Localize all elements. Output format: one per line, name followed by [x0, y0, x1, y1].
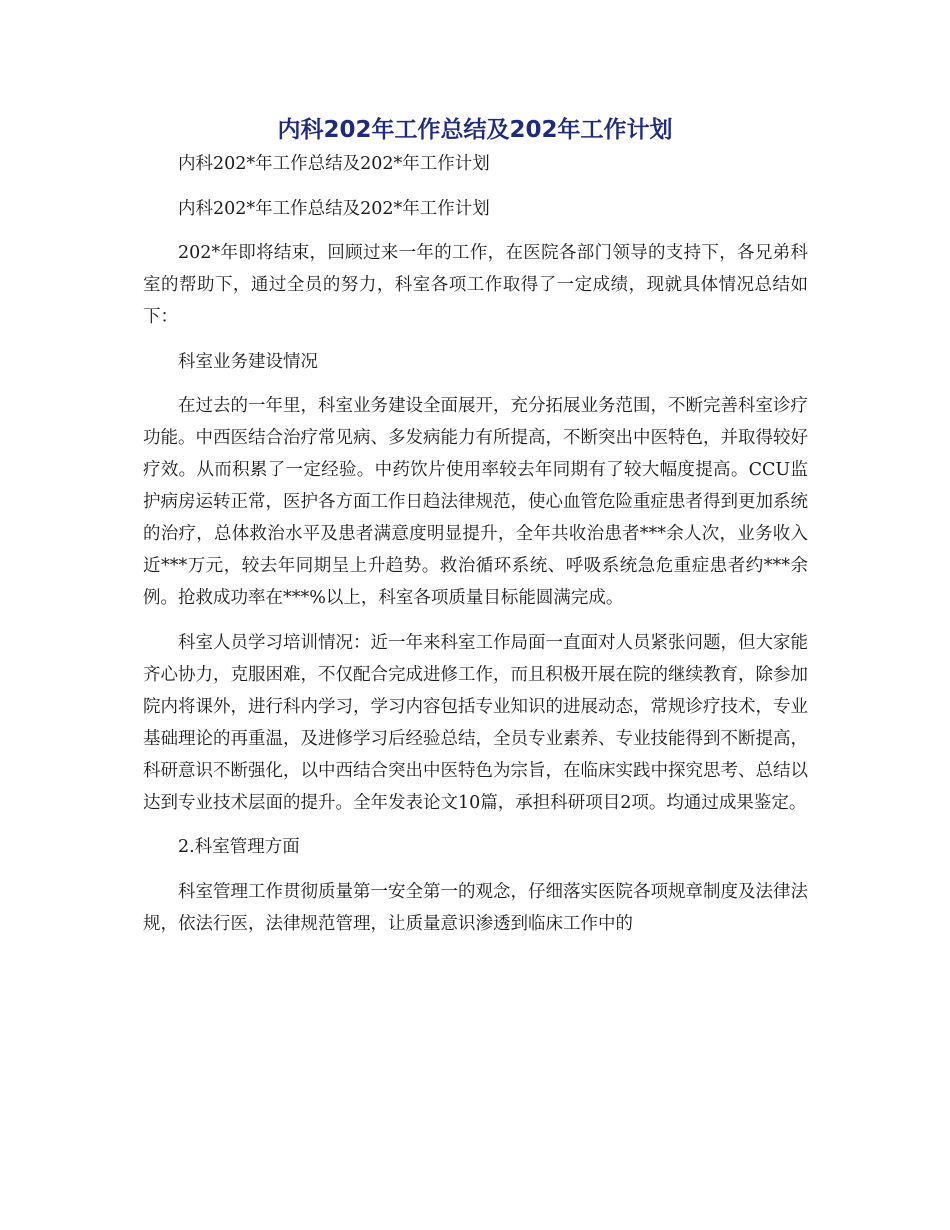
section-heading-management: 2.科室管理方面: [178, 837, 300, 857]
paragraph-subtitle-2: 内科202*年工作总结及202*年工作计划: [178, 198, 490, 219]
paragraph-subtitle-1: 内科202*年工作总结及202*年工作计划: [178, 154, 490, 174]
paragraph-business: 在过去的一年里，科室业务建设全面展开，充分拓展业务范围，不断完善科室诊疗功能。中西医结合治疗常见病、多发病能力有所提高，不断突出中医特色，并取得较好疗效。从而积累了一定经验。中药饮片使用率较去年同期有了较大幅度提高。CCU监护病房运转正常，医护各方面工作日趋法律规范，使心血管危险重症患者得到更加系统的治疗，总体救治水平及患者满意度明显提升，全年共收治患者***余人次，业务收入近***万元，较去年同期呈上升趋势。救治循环系统、呼吸系统急危重症患者约***余例。抢救成功率在***%以上，科室各项质量目标能圆满完成。: [143, 396, 808, 608]
paragraph-management: 科室管理工作贯彻质量第一安全第一的观念，仔细落实医院各项规章制度及法律法规，依法行医，法律规范管理，让质量意识渗透到临床工作中的: [143, 881, 808, 934]
paragraph-training: 科室人员学习培训情况：近一年来科室工作局面一直面对人员紧张问题，但大家能齐心协力，克服困难，不仅配合完成进修工作，而且积极开展在院的继续教育，除参加院内将课外，进行科内学习，学习内容包括专业知识的进展动态，常规诊疗技术，专业基础理论的再重温，及进修学习后经验总结，全员专业素养、专业技能得到不断提高，科研意识不断强化，以中西结合突出中医特色为宗旨，在临床实践中探究思考、总结以达到专业技术层面的提升。全年发表论文10篇，承担科研项目2项。均通过成果鉴定。: [143, 632, 808, 813]
paragraph-intro: 202*年即将结束，回顾过来一年的工作，在医院各部门领导的支持下，各兄弟科室的帮助下，通过全员的努力，科室各项工作取得了一定成绩，现就具体情况总结如下：: [143, 243, 808, 327]
document-body: [143, 148, 808, 952]
section-heading-business: 科室业务建设情况: [178, 351, 318, 372]
document-title: 内科202年工作总结及202年工作计划: [277, 117, 673, 143]
